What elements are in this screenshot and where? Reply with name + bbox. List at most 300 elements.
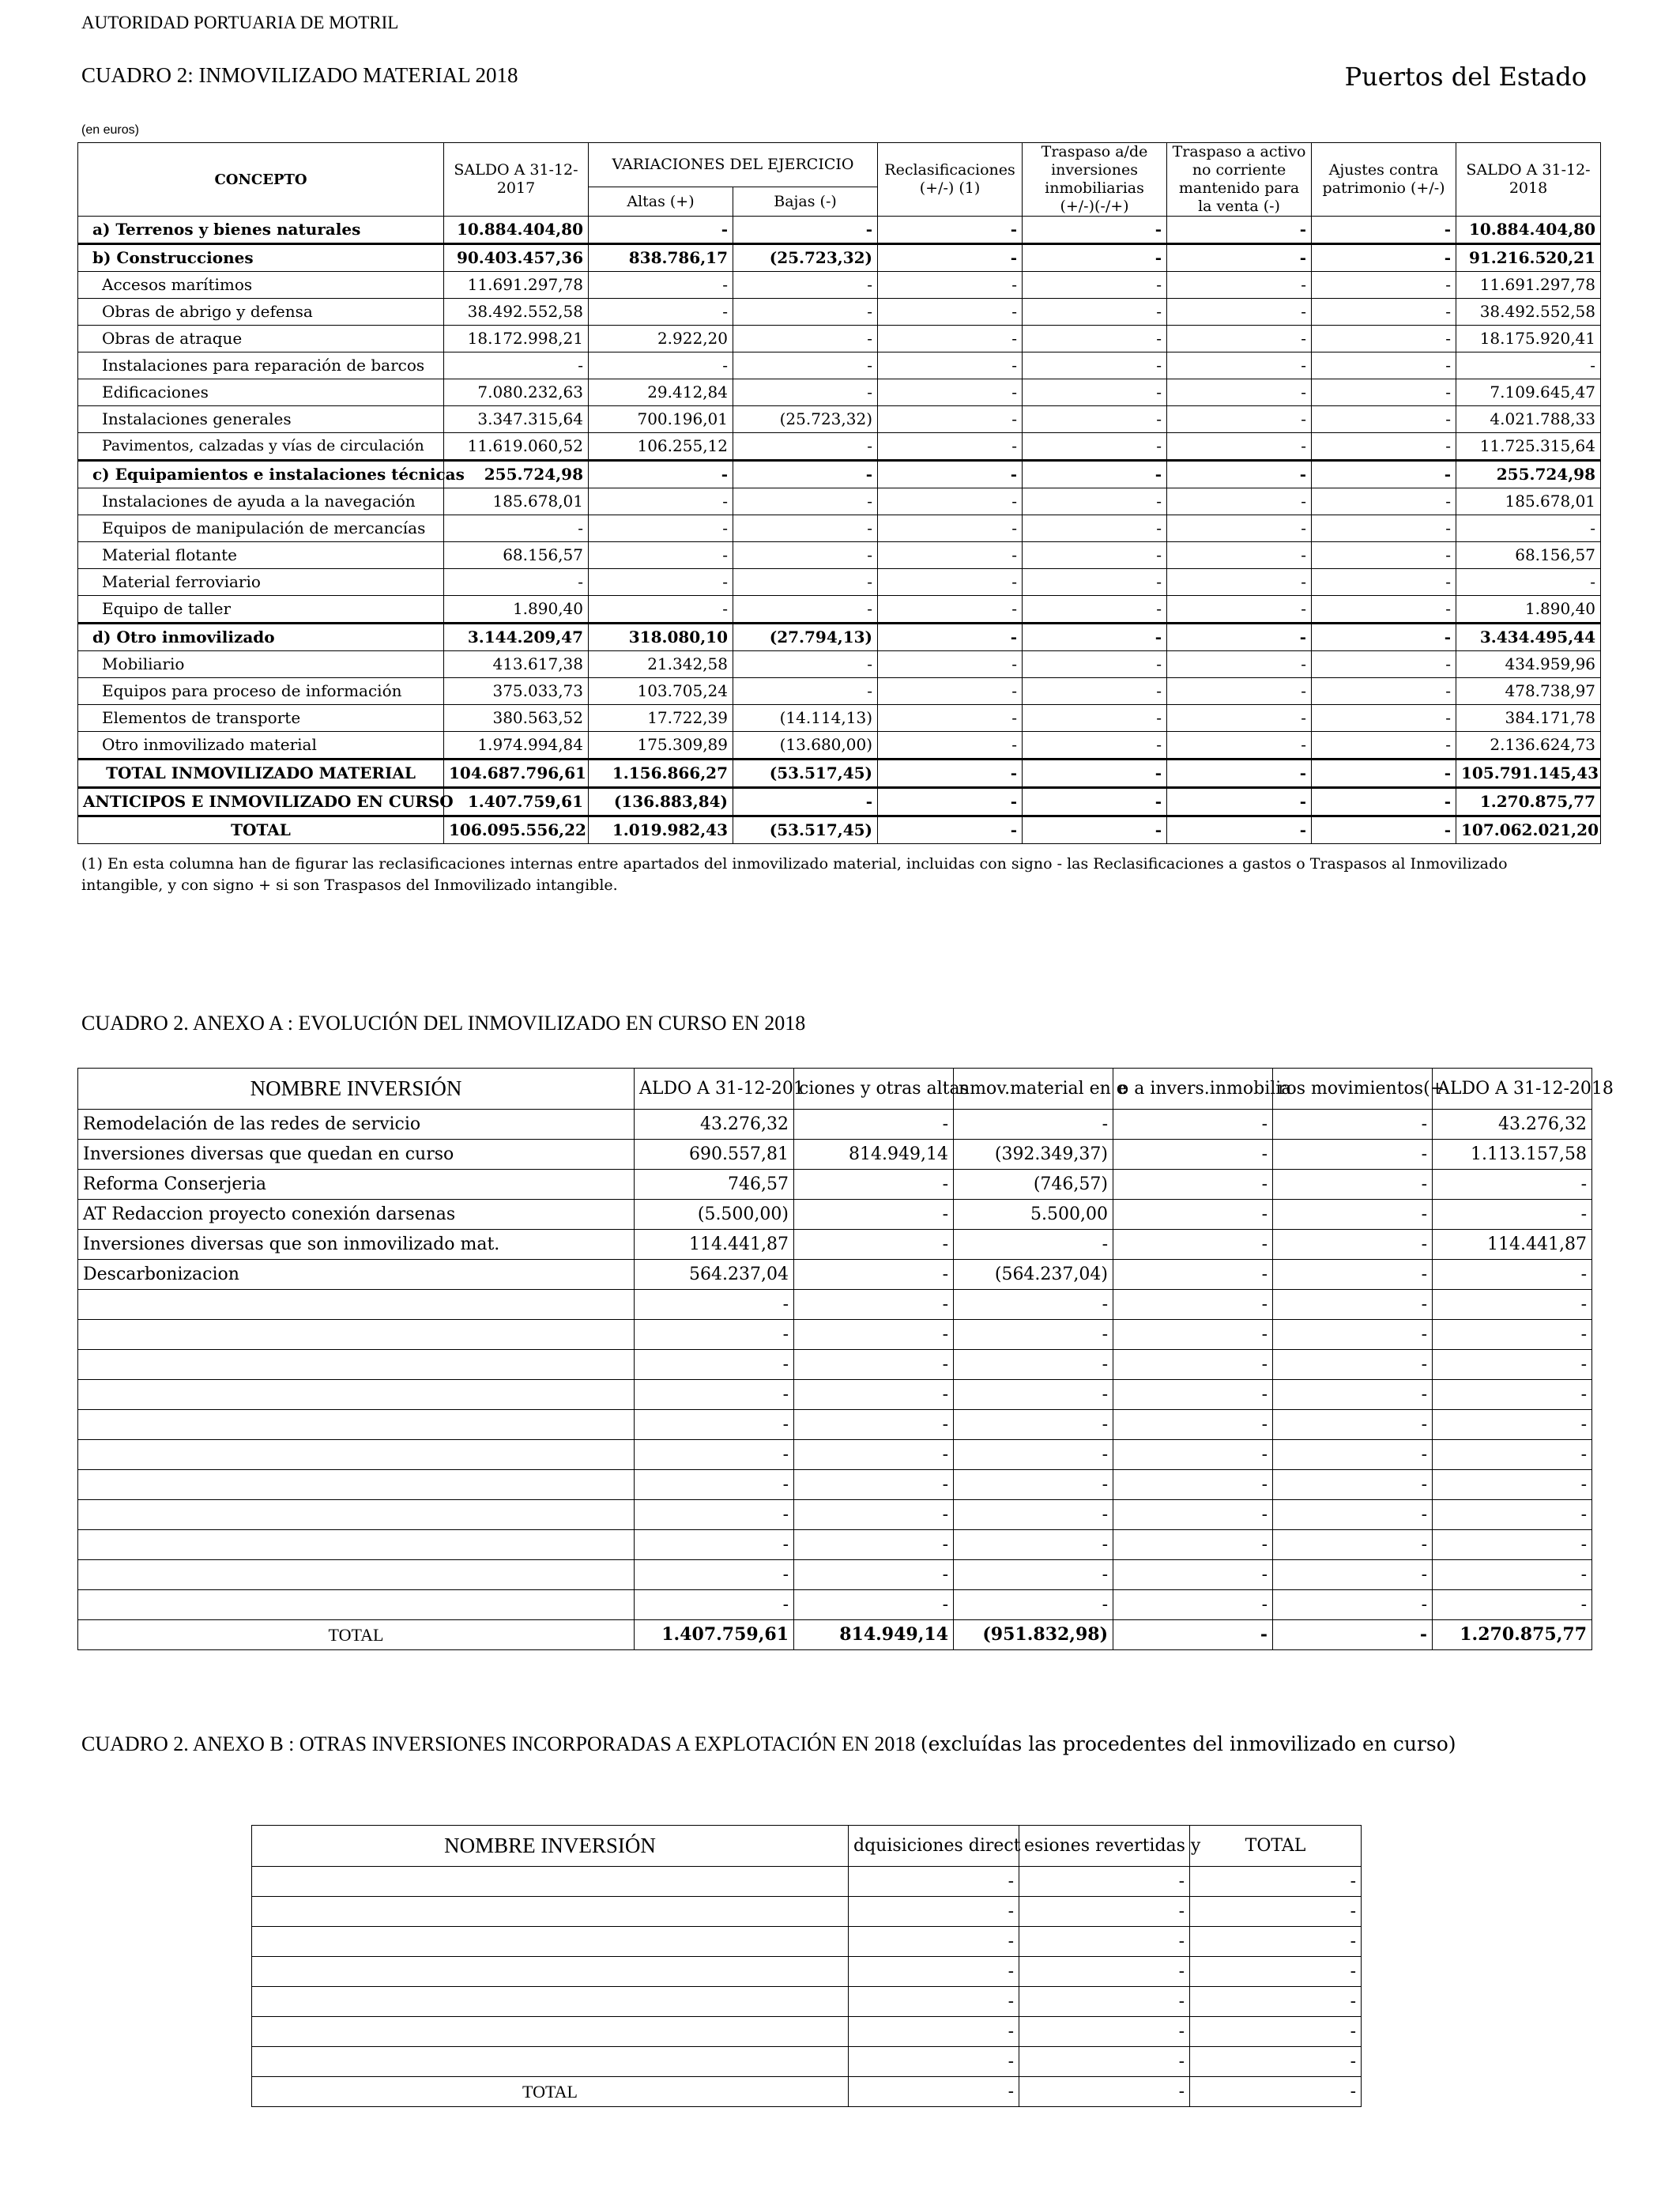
table-row — [78, 1200, 1592, 1230]
cell-reclasif: - — [878, 461, 1023, 488]
cell-saldo-ini: 10.884.404,80 — [444, 217, 589, 244]
cell-value: - — [1113, 1230, 1273, 1260]
cell-trasp-inv: - — [1023, 352, 1167, 379]
row-label: Material flotante — [78, 542, 444, 569]
cell-trasp-act: - — [1167, 217, 1312, 244]
cell-trasp-inv: - — [1023, 760, 1167, 788]
header-col-6: ALDO A 31-12-2018 — [1433, 1069, 1592, 1110]
cell-bajas: (53.517,45) — [733, 760, 878, 788]
cell-saldo-ini: 7.080.232,63 — [444, 379, 589, 406]
investment-name — [78, 1380, 635, 1410]
cell-value: (392.349,37) — [954, 1140, 1113, 1170]
cell-value: - — [954, 1560, 1113, 1590]
cell-value: - — [794, 1500, 954, 1530]
investment-name — [252, 2047, 849, 2077]
cell-saldo-ini: - — [444, 569, 589, 596]
cell-bajas: - — [733, 651, 878, 678]
cell-reclasif: - — [878, 816, 1023, 844]
cell-saldo-fin: 2.136.624,73 — [1456, 732, 1601, 760]
cell-ajustes: - — [1312, 569, 1456, 596]
cell-altas: 175.309,89 — [589, 732, 733, 760]
cell-value: - — [1190, 2017, 1362, 2047]
investment-name — [252, 2017, 849, 2047]
cell-trasp-inv: - — [1023, 461, 1167, 488]
cell-trasp-inv: - — [1023, 788, 1167, 816]
cell-reclasif: - — [878, 542, 1023, 569]
cell-saldo-ini: 1.974.994,84 — [444, 732, 589, 760]
cell-saldo-ini: - — [444, 515, 589, 542]
cell-altas: - — [589, 461, 733, 488]
cell-trasp-inv: - — [1023, 244, 1167, 272]
cell-saldo-fin: 91.216.520,21 — [1456, 244, 1601, 272]
investment-name — [78, 1290, 635, 1320]
total-value: - — [1019, 2077, 1190, 2107]
table-row — [78, 515, 1601, 542]
total-value: - — [1273, 1620, 1433, 1650]
header-concepto: CONCEPTO — [78, 143, 444, 217]
cell-altas: - — [589, 569, 733, 596]
cell-trasp-inv: - — [1023, 678, 1167, 705]
cell-altas: 17.722,39 — [589, 705, 733, 732]
cell-altas: 1.156.866,27 — [589, 760, 733, 788]
cell-saldo-ini: 11.619.060,52 — [444, 433, 589, 461]
cell-saldo-fin: 1.270.875,77 — [1456, 788, 1601, 816]
cell-value: - — [635, 1560, 794, 1590]
cell-ajustes: - — [1312, 816, 1456, 844]
cell-bajas: - — [733, 299, 878, 326]
table-row — [78, 406, 1601, 433]
header-col-1: dquisiciones direct — [849, 1826, 1019, 1867]
cell-saldo-fin: 4.021.788,33 — [1456, 406, 1601, 433]
cell-bajas: - — [733, 515, 878, 542]
investment-name — [78, 1320, 635, 1350]
cell-value: - — [1433, 1320, 1592, 1350]
cell-value: - — [635, 1470, 794, 1500]
cell-bajas: - — [733, 217, 878, 244]
cell-value: - — [635, 1440, 794, 1470]
total-label: TOTAL — [252, 2077, 849, 2107]
cell-value: - — [794, 1440, 954, 1470]
row-label: Material ferroviario — [78, 569, 444, 596]
row-label: Equipo de taller — [78, 596, 444, 624]
row-label: Elementos de transporte — [78, 705, 444, 732]
header-col-2: ciones y otras altas — [794, 1069, 954, 1110]
cell-trasp-inv: - — [1023, 515, 1167, 542]
cell-bajas: - — [733, 272, 878, 299]
cell-value: - — [1190, 1987, 1362, 2017]
cell-value: - — [1433, 1500, 1592, 1530]
cell-bajas: (27.794,13) — [733, 624, 878, 651]
footnote: (1) En esta columna han de figurar las reclasificaciones internas entre apartados del inmovilizado material, incluidas con signo - las Reclasificaciones a gastos o Traspasos al Inmovilizado intangible, y con signo + si son Traspasos del Inmovilizado intangible. — [81, 855, 1508, 894]
cell-ajustes: - — [1312, 244, 1456, 272]
header-reclasificaciones: Reclasificaciones (+/-) (1) — [878, 143, 1023, 217]
cell-value: (5.500,00) — [635, 1200, 794, 1230]
cell-altas: (136.883,84) — [589, 788, 733, 816]
row-label: c) Equipamientos e instalaciones técnicas — [78, 461, 444, 488]
table-row — [78, 732, 1601, 760]
cell-value: - — [1433, 1410, 1592, 1440]
table-row — [78, 1170, 1592, 1200]
cell-trasp-inv: - — [1023, 816, 1167, 844]
cell-value: - — [794, 1350, 954, 1380]
cell-value: 114.441,87 — [1433, 1230, 1592, 1260]
cell-value: - — [794, 1320, 954, 1350]
cell-value: - — [794, 1110, 954, 1140]
cell-value: - — [1433, 1170, 1592, 1200]
cell-value: - — [794, 1590, 954, 1620]
cell-saldo-fin: - — [1456, 515, 1601, 542]
cell-bajas: (53.517,45) — [733, 816, 878, 844]
cell-reclasif: - — [878, 678, 1023, 705]
cell-value: - — [954, 1500, 1113, 1530]
cell-altas: 103.705,24 — [589, 678, 733, 705]
investment-name: Descarbonizacion — [78, 1260, 635, 1290]
cell-value: - — [1019, 1897, 1190, 1927]
cell-altas: 318.080,10 — [589, 624, 733, 651]
cell-value: - — [1019, 2017, 1190, 2047]
cell-value: - — [1433, 1290, 1592, 1320]
cell-value: - — [635, 1410, 794, 1440]
units-note: (en euros) — [81, 123, 139, 137]
row-label: Mobiliario — [78, 651, 444, 678]
investment-name — [78, 1410, 635, 1440]
total-row — [252, 2077, 1362, 2107]
table-row — [78, 1530, 1592, 1560]
cell-saldo-ini: 90.403.457,36 — [444, 244, 589, 272]
row-label: Instalaciones para reparación de barcos — [78, 352, 444, 379]
investment-name — [78, 1530, 635, 1560]
cell-value: - — [849, 2047, 1019, 2077]
cell-value: - — [1433, 1560, 1592, 1590]
cell-ajustes: - — [1312, 379, 1456, 406]
cell-value: - — [635, 1500, 794, 1530]
cell-saldo-fin: 38.492.552,58 — [1456, 299, 1601, 326]
cell-trasp-inv: - — [1023, 651, 1167, 678]
table-row — [78, 569, 1601, 596]
cell-saldo-ini: 3.347.315,64 — [444, 406, 589, 433]
header-col-4: o a invers.inmobilia — [1113, 1069, 1273, 1110]
cell-value: - — [954, 1230, 1113, 1260]
total-value: (951.832,98) — [954, 1620, 1113, 1650]
header-col-2: esiones revertidas y — [1019, 1826, 1190, 1867]
cell-reclasif: - — [878, 515, 1023, 542]
cell-value: - — [954, 1320, 1113, 1350]
cell-reclasif: - — [878, 488, 1023, 515]
cell-reclasif: - — [878, 299, 1023, 326]
table-row — [252, 1957, 1362, 1987]
cell-value: - — [1433, 1530, 1592, 1560]
cell-value: 1.113.157,58 — [1433, 1140, 1592, 1170]
investment-name — [252, 1957, 849, 1987]
cell-trasp-act: - — [1167, 678, 1312, 705]
cell-value: - — [1190, 1927, 1362, 1957]
cell-saldo-fin: 11.725.315,64 — [1456, 433, 1601, 461]
cell-reclasif: - — [878, 788, 1023, 816]
cell-value: - — [1190, 2047, 1362, 2077]
investment-name — [78, 1470, 635, 1500]
table-row — [78, 433, 1601, 461]
investment-name — [252, 1897, 849, 1927]
investment-name — [78, 1440, 635, 1470]
cell-ajustes: - — [1312, 732, 1456, 760]
investment-name — [252, 1867, 849, 1897]
cell-value: - — [1273, 1230, 1433, 1260]
table-row — [78, 1440, 1592, 1470]
cell-value: 43.276,32 — [1433, 1110, 1592, 1140]
table-row — [252, 1897, 1362, 1927]
cell-value: - — [794, 1380, 954, 1410]
total-label: TOTAL — [78, 1620, 635, 1650]
cell-reclasif: - — [878, 651, 1023, 678]
header-col-0: NOMBRE INVERSIÓN — [252, 1826, 849, 1867]
cell-value: - — [954, 1410, 1113, 1440]
brand-name: Puertos del Estado — [1344, 62, 1587, 92]
total-value: - — [1113, 1620, 1273, 1650]
cell-saldo-ini: 68.156,57 — [444, 542, 589, 569]
header-col-3: nmov.material en e — [954, 1069, 1113, 1110]
cell-saldo-fin: 18.175.920,41 — [1456, 326, 1601, 352]
cell-saldo-fin: 185.678,01 — [1456, 488, 1601, 515]
table-row — [78, 461, 1601, 488]
row-label: TOTAL — [78, 816, 444, 844]
cell-altas: - — [589, 352, 733, 379]
cell-bajas: - — [733, 461, 878, 488]
header-ajustes: Ajustes contra patrimonio (+/-) — [1312, 143, 1456, 217]
cell-value: - — [1273, 1170, 1433, 1200]
cell-value: - — [1113, 1350, 1273, 1380]
cell-altas: 838.786,17 — [589, 244, 733, 272]
cell-trasp-act: - — [1167, 433, 1312, 461]
cell-value: - — [1273, 1200, 1433, 1230]
cell-ajustes: - — [1312, 678, 1456, 705]
cell-value: - — [849, 1927, 1019, 1957]
cell-saldo-fin: 107.062.021,20 — [1456, 816, 1601, 844]
cell-trasp-inv: - — [1023, 569, 1167, 596]
cell-saldo-ini: 11.691.297,78 — [444, 272, 589, 299]
cell-value: 43.276,32 — [635, 1110, 794, 1140]
cell-ajustes: - — [1312, 326, 1456, 352]
cell-saldo-fin: 3.434.495,44 — [1456, 624, 1601, 651]
cell-reclasif: - — [878, 379, 1023, 406]
header-traspaso-inversiones: Traspaso a/de inversiones inmobiliarias (+/-)(-/+) — [1023, 143, 1167, 217]
header-col-5: ros movimientos(+ — [1273, 1069, 1433, 1110]
total-value: - — [849, 2077, 1019, 2107]
table-row — [78, 1380, 1592, 1410]
cell-ajustes: - — [1312, 488, 1456, 515]
cell-saldo-ini: 413.617,38 — [444, 651, 589, 678]
cell-bajas: - — [733, 596, 878, 624]
cell-altas: - — [589, 217, 733, 244]
cell-trasp-act: - — [1167, 624, 1312, 651]
investment-name — [78, 1500, 635, 1530]
cell-value: 564.237,04 — [635, 1260, 794, 1290]
table-row — [78, 1140, 1592, 1170]
cell-trasp-act: - — [1167, 651, 1312, 678]
cell-value: - — [794, 1260, 954, 1290]
cell-value: - — [1113, 1470, 1273, 1500]
investment-name — [78, 1350, 635, 1380]
table-row — [252, 1867, 1362, 1897]
total-row — [78, 1620, 1592, 1650]
cell-value: - — [1113, 1410, 1273, 1440]
cell-saldo-fin: 10.884.404,80 — [1456, 217, 1601, 244]
cell-ajustes: - — [1312, 705, 1456, 732]
cell-trasp-act: - — [1167, 542, 1312, 569]
header-col-1: ALDO A 31-12-201 — [635, 1069, 794, 1110]
cell-trasp-act: - — [1167, 244, 1312, 272]
cell-value: - — [635, 1590, 794, 1620]
cell-ajustes: - — [1312, 406, 1456, 433]
cell-value: - — [1113, 1290, 1273, 1320]
table-row — [78, 1470, 1592, 1500]
cell-trasp-act: - — [1167, 461, 1312, 488]
table-row — [78, 651, 1601, 678]
cell-value: - — [954, 1530, 1113, 1560]
investment-name: Reforma Conserjeria — [78, 1170, 635, 1200]
cell-trasp-inv: - — [1023, 542, 1167, 569]
cell-value: - — [1273, 1140, 1433, 1170]
cell-bajas: (13.680,00) — [733, 732, 878, 760]
cell-value: - — [849, 2017, 1019, 2047]
cell-bajas: - — [733, 433, 878, 461]
table-row — [78, 1320, 1592, 1350]
cell-altas: 21.342,58 — [589, 651, 733, 678]
anexo-b-table — [251, 1825, 1362, 2107]
cell-saldo-ini: 1.407.759,61 — [444, 788, 589, 816]
cell-trasp-inv: - — [1023, 379, 1167, 406]
cell-altas: 700.196,01 — [589, 406, 733, 433]
cell-value: - — [1273, 1590, 1433, 1620]
row-label: Instalaciones generales — [78, 406, 444, 433]
cell-trasp-act: - — [1167, 788, 1312, 816]
cell-value: - — [954, 1470, 1113, 1500]
table-row — [78, 272, 1601, 299]
cell-value: - — [1190, 1897, 1362, 1927]
row-label: Edificaciones — [78, 379, 444, 406]
cell-value: - — [1113, 1260, 1273, 1290]
cell-value: - — [1113, 1110, 1273, 1140]
cell-trasp-act: - — [1167, 596, 1312, 624]
table-row — [78, 352, 1601, 379]
cell-value: - — [1433, 1200, 1592, 1230]
total-value: 814.949,14 — [794, 1620, 954, 1650]
table-row — [78, 816, 1601, 844]
row-label: d) Otro inmovilizado — [78, 624, 444, 651]
cell-value: - — [849, 1957, 1019, 1987]
cell-ajustes: - — [1312, 352, 1456, 379]
table-row — [78, 760, 1601, 788]
cell-value: - — [794, 1290, 954, 1320]
cell-trasp-inv: - — [1023, 596, 1167, 624]
cell-trasp-inv: - — [1023, 705, 1167, 732]
table-row — [78, 379, 1601, 406]
cell-saldo-fin: - — [1456, 352, 1601, 379]
cell-trasp-inv: - — [1023, 488, 1167, 515]
cell-saldo-ini: 255.724,98 — [444, 461, 589, 488]
cell-value: - — [1113, 1320, 1273, 1350]
cell-value: - — [1113, 1170, 1273, 1200]
cell-trasp-act: - — [1167, 488, 1312, 515]
cell-saldo-fin: 384.171,78 — [1456, 705, 1601, 732]
cell-value: - — [1113, 1530, 1273, 1560]
table-row — [78, 1590, 1592, 1620]
total-value: 1.407.759,61 — [635, 1620, 794, 1650]
cell-value: - — [1433, 1350, 1592, 1380]
total-value: 1.270.875,77 — [1433, 1620, 1592, 1650]
cell-value: - — [1273, 1110, 1433, 1140]
cell-trasp-act: - — [1167, 816, 1312, 844]
row-label: Instalaciones de ayuda a la navegación — [78, 488, 444, 515]
cell-value: - — [954, 1290, 1113, 1320]
table-row — [78, 326, 1601, 352]
cell-value: - — [1273, 1530, 1433, 1560]
cell-value: - — [1019, 1867, 1190, 1897]
cell-value: - — [635, 1380, 794, 1410]
cell-trasp-inv: - — [1023, 326, 1167, 352]
cell-reclasif: - — [878, 406, 1023, 433]
cell-altas: - — [589, 542, 733, 569]
row-label: Equipos de manipulación de mercancías — [78, 515, 444, 542]
cell-value: (564.237,04) — [954, 1260, 1113, 1290]
table-row — [78, 488, 1601, 515]
investment-name: Inversiones diversas que quedan en curso — [78, 1140, 635, 1170]
cell-value: - — [1113, 1140, 1273, 1170]
cell-value: - — [1433, 1470, 1592, 1500]
cell-saldo-ini: 375.033,73 — [444, 678, 589, 705]
cell-trasp-act: - — [1167, 406, 1312, 433]
cell-trasp-act: - — [1167, 352, 1312, 379]
cell-trasp-inv: - — [1023, 272, 1167, 299]
cell-trasp-act: - — [1167, 379, 1312, 406]
cell-saldo-fin: 11.691.297,78 — [1456, 272, 1601, 299]
cell-value: - — [849, 1897, 1019, 1927]
inmovilizado-material-table — [77, 142, 1601, 844]
cell-saldo-ini: 38.492.552,58 — [444, 299, 589, 326]
cell-value: - — [954, 1110, 1113, 1140]
header-saldo-2017: SALDO A 31-12-2017 — [444, 143, 589, 217]
cell-bajas: (25.723,32) — [733, 244, 878, 272]
investment-name — [78, 1560, 635, 1590]
cell-ajustes: - — [1312, 433, 1456, 461]
cell-ajustes: - — [1312, 788, 1456, 816]
cell-value: - — [794, 1200, 954, 1230]
cell-trasp-inv: - — [1023, 732, 1167, 760]
table-row — [252, 2047, 1362, 2077]
cell-altas: 1.019.982,43 — [589, 816, 733, 844]
cell-reclasif: - — [878, 272, 1023, 299]
total-value: - — [1190, 2077, 1362, 2107]
cell-trasp-act: - — [1167, 326, 1312, 352]
cell-altas: - — [589, 596, 733, 624]
table-row — [78, 244, 1601, 272]
cell-value: - — [1273, 1290, 1433, 1320]
cell-reclasif: - — [878, 326, 1023, 352]
cell-value: - — [635, 1350, 794, 1380]
cell-reclasif: - — [878, 569, 1023, 596]
cell-value: (746,57) — [954, 1170, 1113, 1200]
header-col-3: TOTAL — [1190, 1826, 1362, 1867]
cell-saldo-fin: 1.890,40 — [1456, 596, 1601, 624]
cell-reclasif: - — [878, 596, 1023, 624]
row-label: Pavimentos, calzadas y vías de circulación — [78, 433, 444, 461]
investment-name: Inversiones diversas que son inmovilizado mat. — [78, 1230, 635, 1260]
row-label: TOTAL INMOVILIZADO MATERIAL — [78, 760, 444, 788]
cell-value: - — [635, 1530, 794, 1560]
cell-value: - — [1433, 1590, 1592, 1620]
cell-saldo-ini: 380.563,52 — [444, 705, 589, 732]
cell-value: - — [1273, 1440, 1433, 1470]
cell-reclasif: - — [878, 217, 1023, 244]
